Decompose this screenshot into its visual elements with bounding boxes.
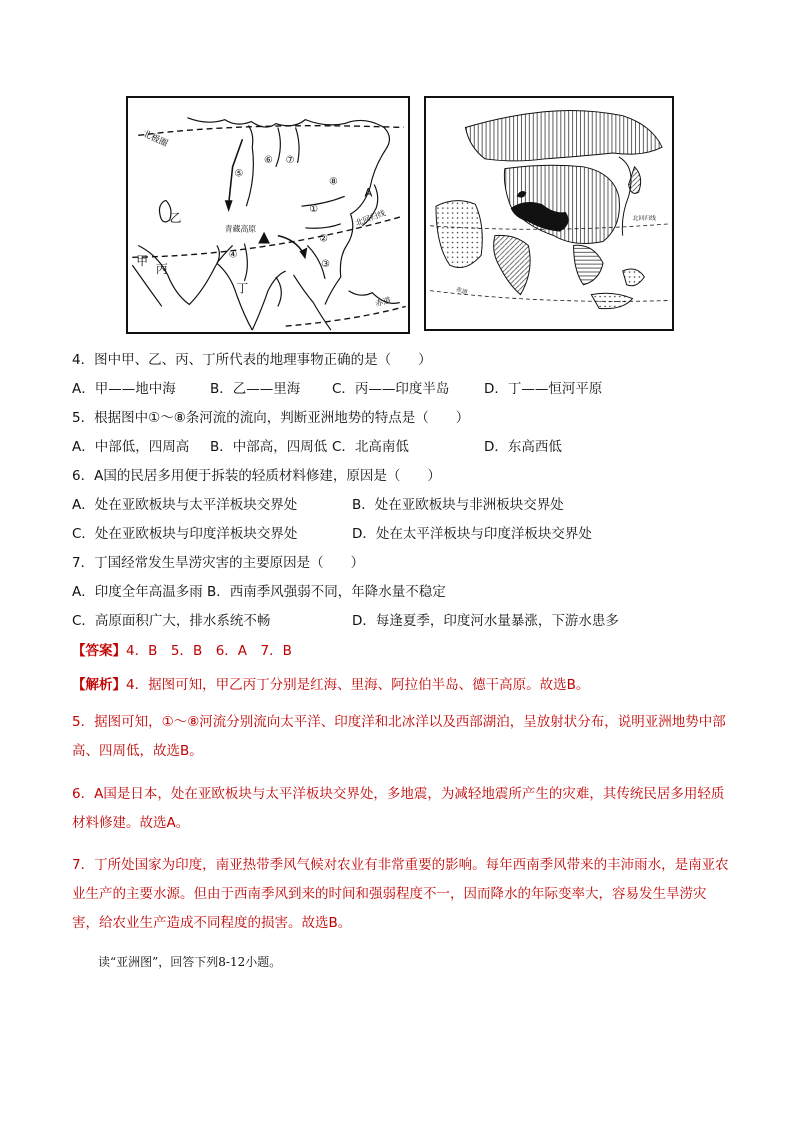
map-figure	[126, 96, 674, 334]
q6-options-ab	[72, 495, 732, 515]
q7-option-c: C．高原面积广大，排水系统不畅	[72, 613, 271, 629]
map2-tropic-label: 北回归线	[632, 215, 657, 222]
q6-options-cd	[72, 524, 732, 544]
label-ding: 丁	[236, 281, 249, 296]
river-1: ①	[309, 204, 319, 216]
label-jia: 甲	[136, 254, 149, 269]
q4-option-b: B．乙——里海	[210, 381, 301, 397]
label-a: A	[364, 185, 373, 200]
analysis-p4	[72, 675, 732, 695]
q6-stem: 6．A国的民居多用便于拆装的轻质材料修建，原因是（ ）	[72, 468, 441, 484]
q4-option-d: D．丁——恒河平原	[484, 381, 603, 397]
river-4: ④	[228, 249, 238, 261]
label-bing: 丙	[155, 262, 168, 277]
asia-regions-map-drawing	[426, 98, 672, 329]
river-3: ③	[321, 259, 330, 271]
analysis-p7: 7．丁所处国家为印度，南亚热带季风气候对农业有非常重要的影响。每年西南季风带来的丰沛雨水，是南亚农业生产的主要水源。但由于西南季风到来的时间和强弱程度不一，因而降水的年际变率大，容易发生旱涝灾害，给农业生产造成不同程度的损害。故选B。	[72, 857, 729, 931]
answer-label: 【答案】	[72, 643, 126, 659]
q4-option-a: A．甲——地中海	[72, 381, 176, 397]
q7-option-d: D．每逢夏季，印度河水量暴涨，下游水患多	[352, 613, 619, 629]
q7-option-ab: A．印度全年高温多雨 B．西南季风强弱不同，年降水量不稳定	[72, 584, 446, 600]
asia-rivers-map-drawing	[128, 98, 408, 332]
answer-text: 4．B 5．B 6．A 7．B	[126, 643, 292, 659]
analysis-p4-text: 4．据图可知，甲乙丙丁分别是红海、里海、阿拉伯半岛、德干高原。故选B。	[126, 676, 590, 693]
q7-stem: 7．丁国经常发生旱涝灾害的主要原因是（ ）	[72, 555, 365, 571]
asia-regions-map	[424, 96, 674, 331]
q4-option-c: C．丙——印度半岛	[332, 381, 450, 397]
equator-label: 赤道	[374, 295, 392, 309]
q5-option-d: D．东高西低	[484, 439, 562, 455]
q5-option-b: B．中部高，四周低	[210, 439, 328, 455]
q5-stem: 5．根据图中①～⑧条河流的流向，判断亚洲地势的特点是（ ）	[72, 410, 470, 426]
river-7: ⑦	[285, 154, 295, 166]
river-5: ⑤	[234, 168, 244, 180]
analysis-p5: 5．据图可知，①～⑧河流分别流向太平洋、印度洋和北冰洋以及西部湖泊，呈放射状分布，说明亚洲地势中部高、四周低，故选B。	[72, 714, 726, 759]
analysis-p6: 6．A国是日本，处在亚欧板块与太平洋板块交界处，多地震，为减轻地震所产生的灾难，其传统民居多用轻质材料修建。故选A。	[72, 785, 725, 831]
q6-option-c: C．处在亚欧板块与印度洋板块交界处	[72, 526, 298, 542]
next-section-prompt: 读“亚洲图”，回答下列8-12小题。	[98, 955, 282, 969]
q6-option-d: D．处在太平洋板块与印度洋板块交界处	[352, 526, 592, 542]
q6-option-b: B．处在亚欧板块与非洲板块交界处	[352, 497, 564, 513]
answer-line	[72, 641, 732, 661]
q5-option-c: C．北高南低	[332, 439, 409, 455]
q6-option-a: A．处在亚欧板块与太平洋板块交界处	[72, 497, 298, 513]
river-2: ②	[319, 233, 328, 245]
river-8: ⑧	[328, 176, 338, 188]
arctic-circle-label: 北极圈	[140, 129, 170, 150]
river-6: ⑥	[264, 154, 273, 166]
map2-equator-label: 赤道	[454, 286, 469, 297]
analysis-label: 【解析】	[72, 676, 126, 693]
asia-rivers-map	[126, 96, 410, 334]
plateau-label: 青藏高原	[224, 224, 257, 234]
tropic-cancer-label: 北回归线	[354, 208, 387, 228]
label-yi: 乙	[169, 210, 182, 225]
q7-options-cd	[72, 611, 732, 631]
q4-stem: 4．图中甲、乙、丙、丁所代表的地理事物正确的是（ ）	[72, 352, 432, 368]
question-content	[72, 350, 732, 972]
q4-options	[72, 379, 732, 399]
q5-option-a: A．中部低，四周高	[72, 439, 190, 455]
q5-options	[72, 437, 732, 457]
